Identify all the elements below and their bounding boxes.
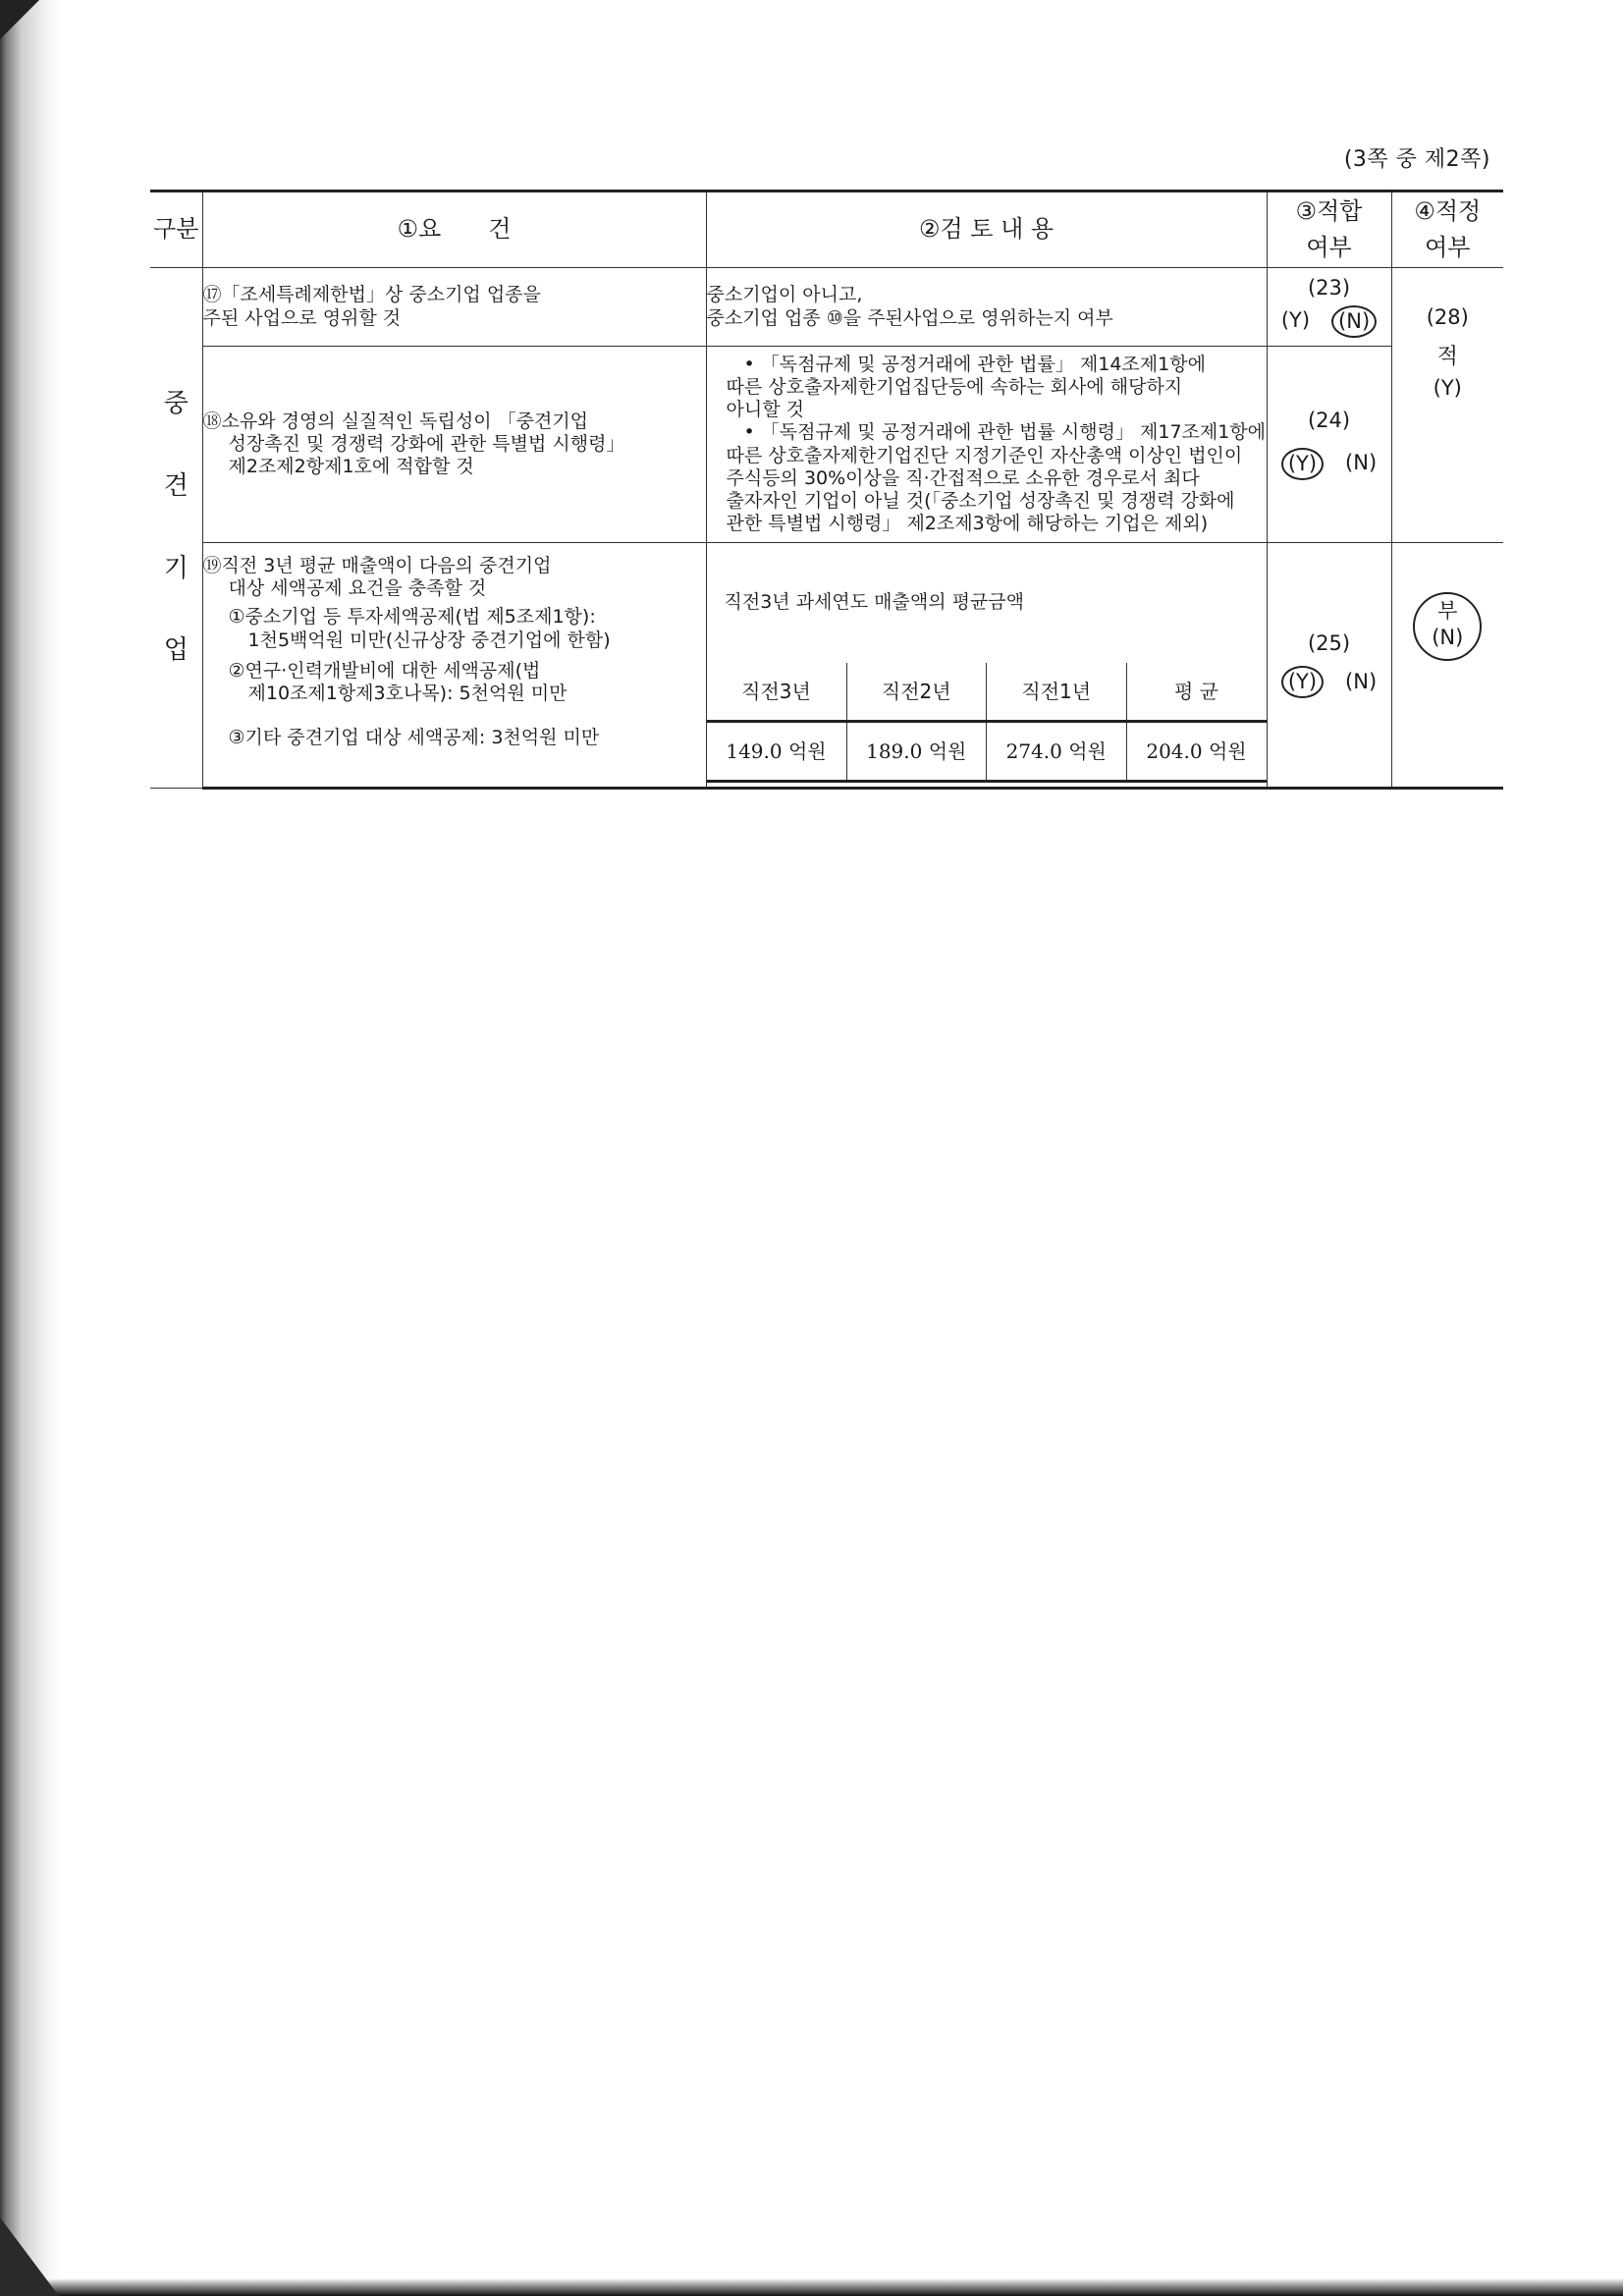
review-line: 주식등의 30%이상을 직·간접적으로 소유한 경우로서 최다 [726, 466, 1200, 489]
scan-corner-top [0, 0, 39, 39]
requirement-line: ⑱소유와 경영의 실질적인 독립성이 「중견기업 [202, 410, 589, 432]
revenue-title: 직전3년 과세연도 매출액의 평균금액 [724, 591, 1025, 614]
requirement-cell [202, 543, 706, 789]
scan-binding-shadow-left [0, 0, 61, 2296]
requirement-line: 성장촉진 및 경쟁력 강화에 관한 특별법 시행령」 [228, 432, 625, 455]
review-line: 따른 상호출자제한기업진단 지정기준인 자산총액 이상인 법인이 [726, 444, 1243, 466]
proper-lower-label: 부 [1437, 599, 1458, 623]
requirement-item-line: 제10조제1항제3호나목): 5천억원 미만 [247, 682, 568, 704]
header-fit-line1: ③적합 [1295, 196, 1363, 225]
requirement-item-line: 1천5백억원 미만(신규상장 중견기업에 한함) [247, 629, 611, 651]
fit-option-n-circled: (N) [1331, 305, 1377, 338]
review-cell [706, 543, 1267, 789]
proper-code: (Y) [1433, 376, 1462, 401]
proper-circled-mark [1413, 592, 1482, 661]
fit-number: (25) [1307, 630, 1351, 655]
revenue-header: 직전1년 [987, 663, 1127, 722]
header-category: 구분 [150, 191, 202, 268]
revenue-value: 274.0 [1005, 738, 1062, 763]
fit-cell [1267, 347, 1391, 543]
review-cell [706, 347, 1267, 543]
header-proper [1391, 191, 1503, 268]
requirement-cell [202, 268, 706, 347]
fit-cell [1267, 268, 1391, 347]
category-cell [150, 268, 202, 789]
review-line: 중소기업 업종 ⑩을 주된사업으로 영위하는지 여부 [706, 306, 1113, 329]
header-fit [1267, 191, 1391, 268]
review-line: • 「독점규제 및 공정거래에 관한 법률」 제14조제1항에 [743, 353, 1206, 375]
header-requirement: ①요 건 [202, 191, 706, 268]
requirement-item [203, 660, 706, 705]
header-proper-line2: 여부 [1425, 234, 1471, 261]
fit-number: (23) [1307, 276, 1351, 301]
revenue-unit: 억원 [1208, 738, 1247, 763]
review-line: 출자자인 기업이 아닐 것(「중소기업 성장촉진 및 경쟁력 강화에 [726, 489, 1235, 512]
category-char: 중 [163, 389, 189, 419]
fit-option-y: (Y) [1280, 308, 1311, 333]
review-table [150, 190, 1503, 790]
header-row [150, 191, 1503, 268]
requirement-line: 주된 사업으로 영위할 것 [202, 306, 402, 329]
requirement-item [203, 727, 706, 749]
fit-option-n: (N) [1345, 669, 1378, 693]
revenue-value: 149.0 [726, 738, 783, 763]
revenue-table [707, 663, 1267, 783]
revenue-value-cell [987, 722, 1127, 782]
revenue-unit: 억원 [787, 738, 827, 763]
revenue-header: 직전3년 [707, 663, 847, 722]
fit-option-y-circled: (Y) [1281, 448, 1324, 480]
revenue-unit: 억원 [1068, 738, 1107, 763]
requirement-item-line: ③기타 중견기업 대상 세액공제: 3천억원 미만 [228, 727, 600, 749]
review-line: 중소기업이 아니고, [706, 284, 863, 306]
revenue-value: 189.0 [866, 738, 923, 763]
table-row [150, 543, 1503, 789]
revenue-value: 204.0 [1146, 738, 1203, 763]
proper-lower-code: (N) [1432, 626, 1464, 650]
review-cell [706, 268, 1267, 347]
revenue-header: 평 균 [1126, 663, 1267, 722]
requirement-item-line: ①중소기업 등 투자세액공제(법 제5조제1항): [228, 606, 596, 629]
review-line: 따른 상호출자제한기업집단등에 속하는 회사에 해당하지 [726, 375, 1183, 398]
requirement-item [203, 606, 706, 651]
header-proper-line1: ④적정 [1414, 196, 1482, 225]
revenue-value-cell [1126, 722, 1267, 782]
proper-label: 적 [1436, 344, 1458, 369]
revenue-unit: 억원 [928, 738, 967, 763]
proper-upper-cell [1391, 268, 1503, 543]
scan-corner-bottom [0, 2217, 59, 2296]
table-row [150, 347, 1503, 543]
revenue-value-cell [846, 722, 987, 782]
proper-number: (28) [1426, 305, 1469, 329]
fit-option-y-circled: (Y) [1281, 666, 1324, 698]
review-line: • 「독점규제 및 공정거래에 관한 법률 시행령」 제17조제1항에 [743, 421, 1267, 444]
category-char: 기 [163, 553, 189, 583]
revenue-value-cell [707, 722, 847, 782]
requirement-line: 제2조제2항제1호에 적합할 것 [228, 456, 474, 478]
review-line: 아니할 것 [726, 399, 804, 421]
fit-option-n: (N) [1345, 451, 1378, 475]
fit-number: (24) [1307, 409, 1351, 433]
proper-lower-cell [1391, 543, 1503, 789]
header-review: ②검 토 내 용 [706, 191, 1267, 268]
category-char: 견 [163, 470, 189, 501]
category-char: 업 [163, 635, 189, 666]
review-line: 관한 특별법 시행령」 제2조제3항에 해당하는 기업은 제외) [726, 513, 1209, 535]
requirement-item-line: ②연구·인력개발비에 대한 세액공제(법 [228, 659, 541, 682]
fit-cell [1267, 543, 1391, 789]
requirement-cell [202, 347, 706, 543]
revenue-header: 직전2년 [846, 663, 987, 722]
requirement-line: ⑲직전 3년 평균 매출액이 다음의 중견기업 [202, 555, 552, 576]
scan-binding-shadow-bottom [0, 2278, 1623, 2296]
table-row [150, 268, 1503, 347]
requirement-line: ⑰「조세특례제한법」상 중소기업 업종을 [202, 284, 541, 306]
page-indicator: (3쪽 중 제2쪽) [1343, 147, 1490, 172]
requirement-line: 대상 세액공제 요건을 충족할 것 [228, 577, 487, 600]
header-fit-line2: 여부 [1306, 234, 1352, 261]
